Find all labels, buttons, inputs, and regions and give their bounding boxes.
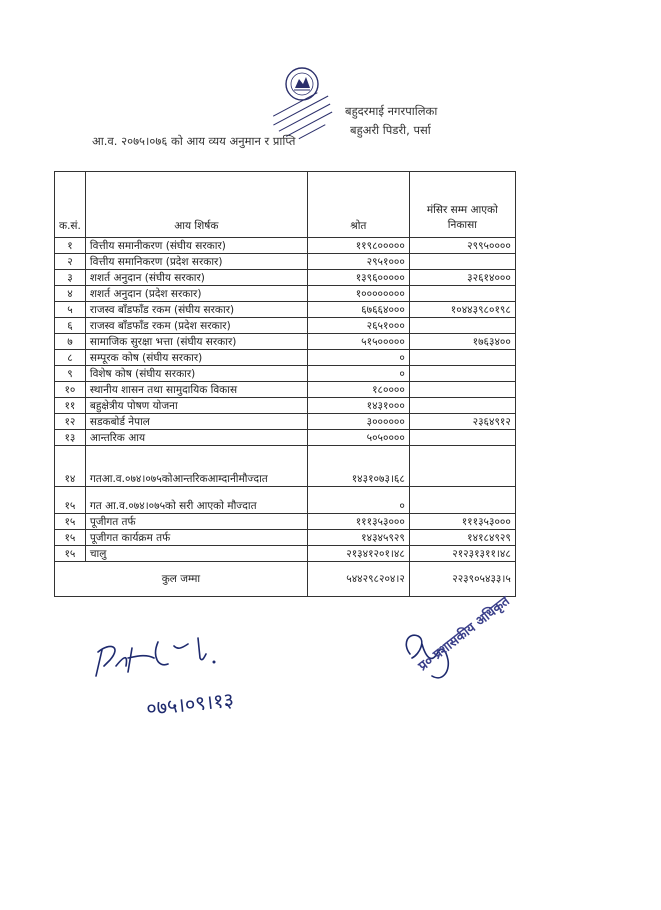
left-signature-block (88, 628, 288, 738)
table-row (55, 546, 516, 562)
row-sn: १५ (55, 514, 86, 530)
row-sn: ५ (55, 302, 86, 318)
row-title: शशर्त अनुदान (प्रदेश सरकार) (85, 286, 307, 302)
table-row (55, 350, 516, 366)
row-title: शशर्त अनुदान (संघीय सरकार) (85, 270, 307, 286)
table-body (55, 238, 516, 562)
row-title: सडकबोर्ड नेपाल (85, 414, 307, 430)
row-source: १८०००० (307, 382, 409, 398)
table-row (55, 487, 516, 514)
row-title: सम्पूरक कोष (संघीय सरकार) (85, 350, 307, 366)
row-source: १०००००००० (307, 286, 409, 302)
header-source: श्रोत (307, 172, 409, 238)
row-received (409, 318, 515, 334)
row-received (409, 446, 515, 487)
row-received (409, 487, 515, 514)
row-title: वित्तीय समानिकरण (प्रदेश सरकार) (85, 254, 307, 270)
row-sn: ९ (55, 366, 86, 382)
table-row (55, 286, 516, 302)
left-signature (88, 628, 288, 738)
header-sn: क.सं. (55, 172, 86, 238)
row-title: सामाजिक सुरक्षा भत्ता (संघीय सरकार) (85, 334, 307, 350)
row-received (409, 286, 515, 302)
table-row (55, 366, 516, 382)
row-title: आन्तरिक आय (85, 430, 307, 446)
row-sn: ७ (55, 334, 86, 350)
row-source: ५१५००००० (307, 334, 409, 350)
row-title: बहुक्षेत्रीय पोषण योजना (85, 398, 307, 414)
total-row (55, 562, 516, 597)
row-received (409, 382, 515, 398)
row-received: २९९५०००० (409, 238, 515, 254)
row-title: वित्तीय समानीकरण (संघीय सरकार) (85, 238, 307, 254)
row-sn: १५ (55, 546, 86, 562)
table-row (55, 318, 516, 334)
row-source: ३०००००० (307, 414, 409, 430)
officer-designation-stamp: प्र० प्रशासकीय अधिकृत (415, 593, 513, 675)
table-row (55, 398, 516, 414)
row-sn: १२ (55, 414, 86, 430)
signature-date: ०७५।०९।१३ (145, 687, 236, 721)
row-received: १११३५३००० (409, 514, 515, 530)
table-row (55, 270, 516, 286)
table-row (55, 254, 516, 270)
organization-address: बहुअरी पिडरी, पर्सा (350, 123, 431, 137)
row-received: २३६४९१२ (409, 414, 515, 430)
table-row (55, 430, 516, 446)
row-source: ६७६६४००० (307, 302, 409, 318)
row-title: गत आ.व.०७४।०७५को सरी आएको मौज्दात (85, 487, 307, 514)
row-title: राजस्व बाँडफाँड रकम (प्रदेश सरकार) (85, 318, 307, 334)
row-source: १४३१००० (307, 398, 409, 414)
document-title: आ.व. २०७५।०७६ को आय व्यय अनुमान र प्राप्ति (92, 134, 296, 148)
row-source: २१३४१२०१।४८ (307, 546, 409, 562)
row-received (409, 398, 515, 414)
table-row (55, 446, 516, 487)
row-sn: ६ (55, 318, 86, 334)
income-table (54, 171, 516, 597)
row-title: चालु (85, 546, 307, 562)
row-sn: १३ (55, 430, 86, 446)
row-sn: १० (55, 382, 86, 398)
row-source: २६५१००० (307, 318, 409, 334)
total-label: कुल जम्मा (55, 562, 308, 597)
table-row (55, 302, 516, 318)
row-title: पूजीगत तर्फ (85, 514, 307, 530)
row-received (409, 350, 515, 366)
row-sn: १५ (55, 530, 86, 546)
row-source: ० (307, 366, 409, 382)
row-title: गतआ.व.०७४।०७५कोआन्तरिकआम्दानीमौज्दात (85, 446, 307, 487)
row-received: २१२३१३११।४८ (409, 546, 515, 562)
total-received: २२३९०५४३३।५ (409, 562, 515, 597)
row-sn: ८ (55, 350, 86, 366)
row-source: १४३४५९२९ (307, 530, 409, 546)
row-source: ११९८००००० (307, 238, 409, 254)
row-source: ० (307, 487, 409, 514)
table-row (55, 334, 516, 350)
row-received (409, 366, 515, 382)
row-title: स्थानीय शासन तथा सामुदायिक विकास (85, 382, 307, 398)
total-source: ५४४२९८२०४।२ (307, 562, 409, 597)
row-source: १३९६००००० (307, 270, 409, 286)
row-source: १११३५३००० (307, 514, 409, 530)
row-sn: १४ (55, 446, 86, 487)
row-source: १४३१०७३।६८ (307, 446, 409, 487)
row-source: २९५१००० (307, 254, 409, 270)
row-title: विशेष कोष (संघीय सरकार) (85, 366, 307, 382)
header-title: आय शिर्षक (85, 172, 307, 238)
row-sn: ४ (55, 286, 86, 302)
row-sn: २ (55, 254, 86, 270)
row-sn: १५ (55, 487, 86, 514)
table-row (55, 238, 516, 254)
row-sn: ११ (55, 398, 86, 414)
row-received (409, 254, 515, 270)
row-received (409, 430, 515, 446)
row-received: १४१८४९२९ (409, 530, 515, 546)
row-source: ० (307, 350, 409, 366)
row-received: १०४४३९८०१९८ (409, 302, 515, 318)
row-received: १७६३४०० (409, 334, 515, 350)
row-title: राजस्व बाँडफाँड रकम (संघीय सरकार) (85, 302, 307, 318)
row-received: ३२६१४००० (409, 270, 515, 286)
organization-name: बहुदरमाई नगरपालिका (345, 104, 438, 118)
row-source: ५०५०००० (307, 430, 409, 446)
row-sn: ३ (55, 270, 86, 286)
table-row (55, 382, 516, 398)
row-title: पूजीगत कार्यक्रम तर्फ (85, 530, 307, 546)
table-row (55, 514, 516, 530)
table-row (55, 530, 516, 546)
table-header-row (55, 172, 516, 238)
row-sn: १ (55, 238, 86, 254)
table-row (55, 414, 516, 430)
header-received: मंसिर सम्म आएको निकासा (409, 172, 515, 238)
